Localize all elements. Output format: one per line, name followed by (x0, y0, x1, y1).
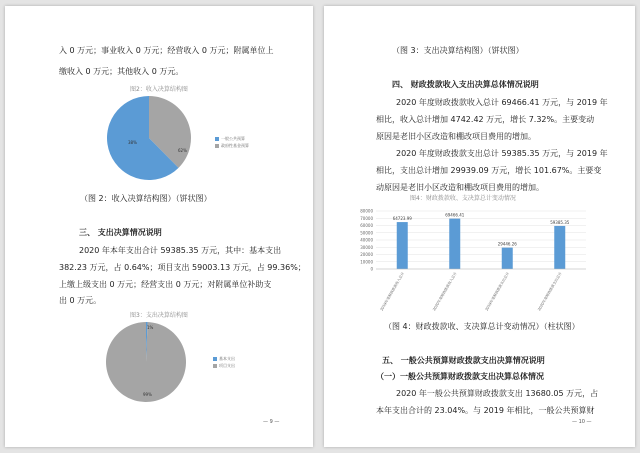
pie2-label-project: 99% (143, 392, 152, 397)
section-heading: 四、 财政拨款收入支出决算总体情况说明 (392, 80, 539, 89)
bar-value-label: 69466.41 (445, 212, 465, 218)
bar-chart-title: 图4：财政拨款收、支决算总计变动情况 (410, 195, 516, 202)
pie2-legend-item: 基本支出 (213, 356, 235, 362)
paragraph-line: 入 0 万元；事业收入 0 万元；经营收入 0 万元；附属单位上 (59, 46, 274, 55)
x-category-label: 2019年度财政拨款收入总计 (379, 271, 406, 312)
y-tick-label: 50000 (360, 230, 373, 236)
paragraph-line: 出 0 万元。 (59, 296, 102, 305)
pie2-chart (5, 320, 313, 410)
pie2-legend-item: 项目支出 (213, 363, 235, 369)
bar-value-label: 64723.99 (392, 216, 412, 222)
section-heading: 五、 一般公共预算财政拨款支出决算情况说明 (382, 356, 545, 365)
pie1-legend-item: 政府性基金预算 (215, 143, 249, 149)
subsection-heading: （一）一般公共预算财政拨款支出决算总体情况 (376, 372, 544, 381)
paragraph-line: 相比，支出总计增加 29939.09 万元，增长 101.67%。主要变 (376, 166, 602, 175)
paragraph-line: 382.23 万元，占 0.64%；项目支出 59003.13 万元，占 99.36%； (59, 263, 306, 272)
right-page (324, 6, 635, 447)
figure-caption: （图 2：收入决算结构图）（饼状图） (80, 194, 212, 203)
page-number: — 10 — (572, 419, 592, 425)
pie2-label-basic: 1% (147, 325, 154, 330)
pie1-legend-item: 一般公共预算 (215, 136, 245, 142)
pie1-label-general-budget: 62% (178, 148, 187, 153)
paragraph-line: 2020 年本年支出合计 59385.35 万元，其中：基本支出 (79, 246, 282, 255)
bar-value-label: 59385.35 (550, 219, 570, 225)
x-category-label: 2020年度财政拨款支出总计 (537, 271, 563, 312)
y-tick-label: 60000 (360, 223, 373, 228)
left-page (5, 6, 313, 447)
bar (502, 248, 513, 269)
bar (449, 219, 460, 269)
pie1-chart (5, 94, 313, 189)
x-category-label: 2019年度财政拨款支出总计 (484, 271, 511, 312)
paragraph-line: 相比，收入总计增加 4742.42 万元，增长 7.32%。主要变动 (376, 115, 595, 124)
figure-caption: （图 3：支出决算结构图）（饼状图） (392, 46, 524, 55)
paragraph-line: 2020 年度财政拨款支出总计 59385.35 万元，与 2019 年 (396, 149, 608, 158)
pie1-title: 图2：收入决算结构图 (130, 86, 188, 93)
paragraph-line: 2020 年一般公共预算财政拨款支出 13680.05 万元，占 (396, 389, 599, 398)
paragraph-line: 动原因是老旧小区改造和棚改项目费用的增加。 (376, 183, 544, 192)
paragraph-line: 本年支出合计的 23.04%。与 2019 年相比，一般公共预算财 (376, 406, 595, 415)
section-heading: 三、 支出决算情况说明 (79, 228, 162, 237)
page-number: — 9 — (263, 419, 280, 425)
y-tick-label: 0 (370, 266, 373, 272)
paragraph-line: 上缴上级支出 0 万元；经营支出 0 万元；对附属单位补助支 (59, 280, 272, 289)
paragraph-line: 原因是老旧小区改造和棚改项目费用的增加。 (376, 132, 536, 141)
paragraph-line: 2020 年度财政拨款收入总计 69466.41 万元，与 2019 年 (396, 98, 608, 107)
y-tick-label: 80000 (360, 208, 373, 214)
bar-chart (324, 201, 635, 316)
y-tick-label: 70000 (360, 215, 373, 221)
y-tick-label: 30000 (360, 244, 373, 250)
paragraph-line: 缴收入 0 万元；其他收入 0 万元。 (59, 67, 184, 76)
bar (554, 226, 565, 269)
y-tick-label: 40000 (360, 237, 373, 243)
y-tick-label: 20000 (360, 252, 373, 257)
x-category-label: 2020年度财政拨款收入总计 (432, 271, 458, 312)
bar (397, 222, 408, 269)
pie2-slice-project (106, 322, 186, 402)
y-tick-label: 10000 (360, 259, 373, 265)
figure-caption: （图 4：财政拨款收、支决算总计变动情况）（柱状图） (384, 322, 580, 331)
pie2-title: 图3：支出决算结构图 (130, 312, 188, 319)
pie1-label-gov-fund: 38% (128, 140, 137, 145)
bar-value-label: 29446.26 (497, 241, 517, 247)
